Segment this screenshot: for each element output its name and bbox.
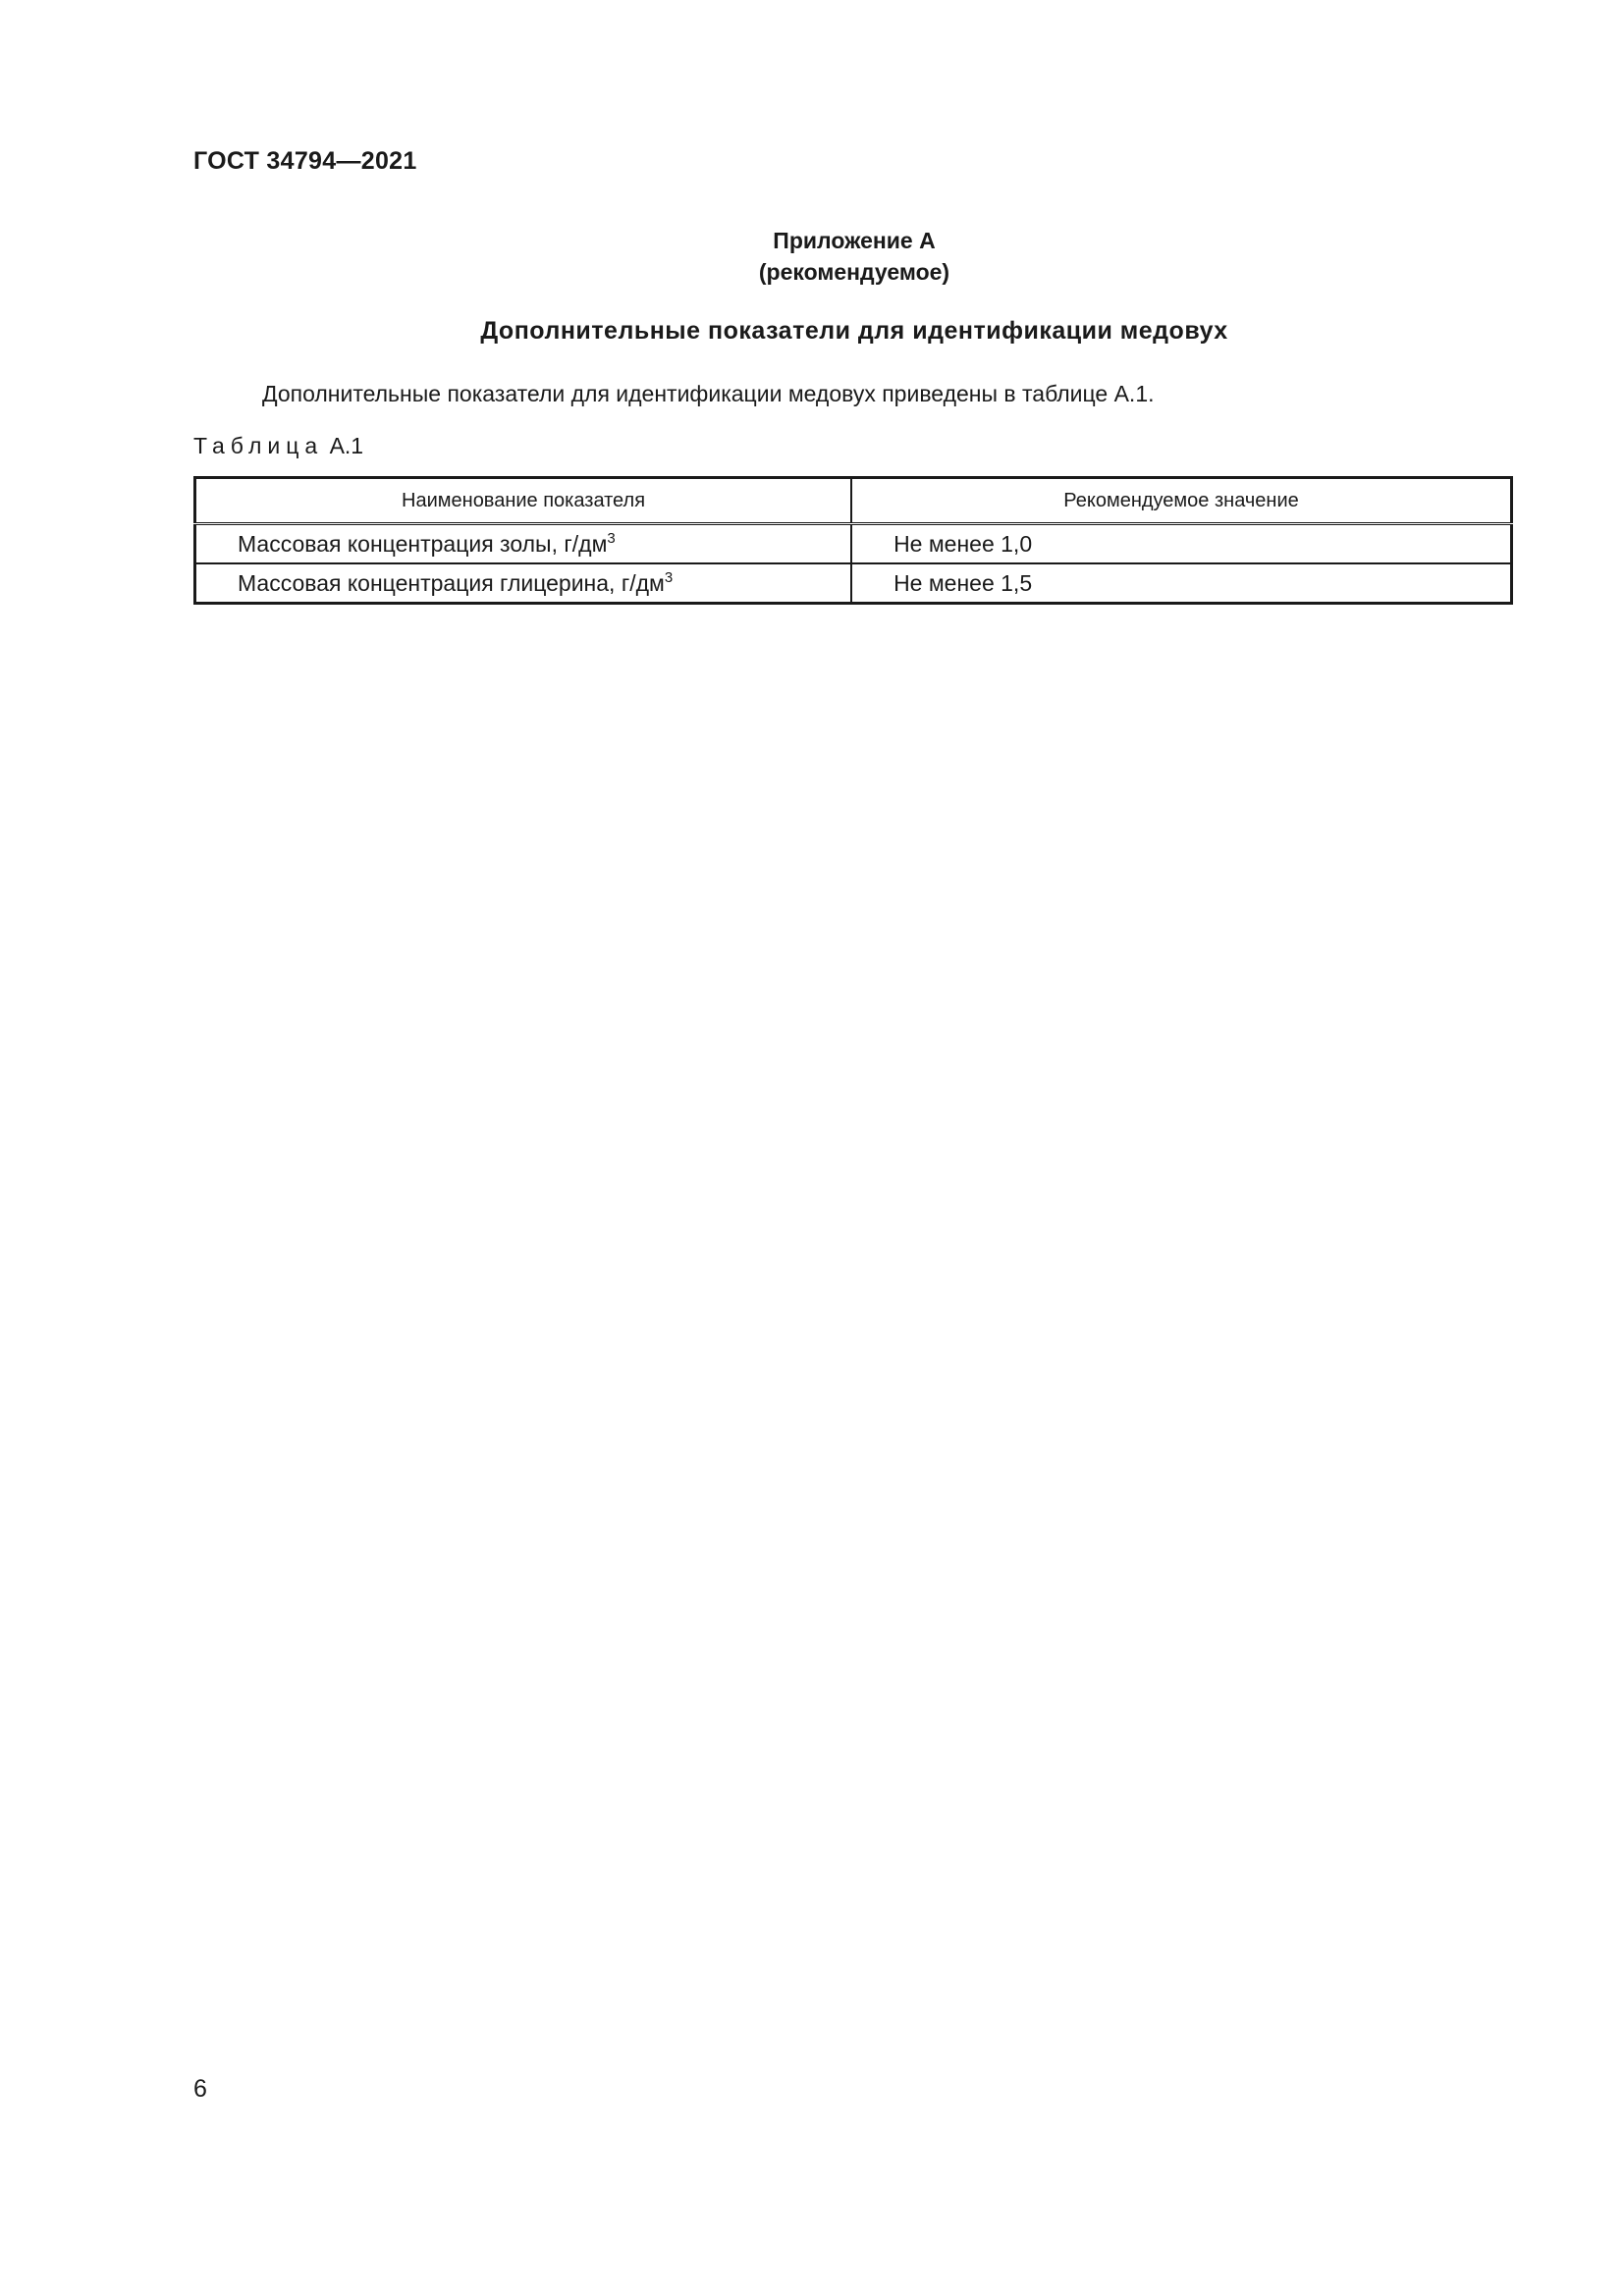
indicator-name-text: Массовая концентрация глицерина, г/дм (238, 569, 665, 596)
table-row (195, 563, 1512, 604)
indicator-name (238, 531, 616, 557)
appendix-heading (0, 225, 1624, 288)
recommended-value-cell: Не менее 1,0 (851, 524, 1511, 564)
unit-exponent: 3 (607, 529, 616, 547)
table-row (195, 524, 1512, 564)
table-caption-word: Таблица (193, 433, 324, 458)
intro-paragraph: Дополнительные показатели для идентификации медовух приведены в таблице А.1. (262, 381, 1155, 406)
unit-exponent: 3 (664, 568, 674, 586)
table-caption-number: А.1 (329, 433, 364, 458)
table-header-row (195, 478, 1512, 524)
indicators-table (193, 476, 1513, 605)
recommended-value-cell: Не менее 1,5 (851, 563, 1511, 604)
indicator-name-cell (195, 563, 852, 604)
indicator-name-text: Массовая концентрация золы, г/дм (238, 530, 608, 557)
appendix-status: (рекомендуемое) (758, 259, 950, 285)
indicator-name (238, 570, 673, 596)
document-standard-number: ГОСТ 34794—2021 (193, 147, 417, 175)
section-title: Дополнительные показатели для идентификации медовух (480, 317, 1228, 345)
page-number: 6 (193, 2075, 207, 2103)
indicator-name-cell (195, 524, 852, 564)
appendix-title: Приложение А (773, 228, 936, 253)
column-header-recommended-value: Рекомендуемое значение (851, 478, 1511, 524)
table-caption (193, 433, 363, 459)
column-header-indicator-name: Наименование показателя (195, 478, 852, 524)
